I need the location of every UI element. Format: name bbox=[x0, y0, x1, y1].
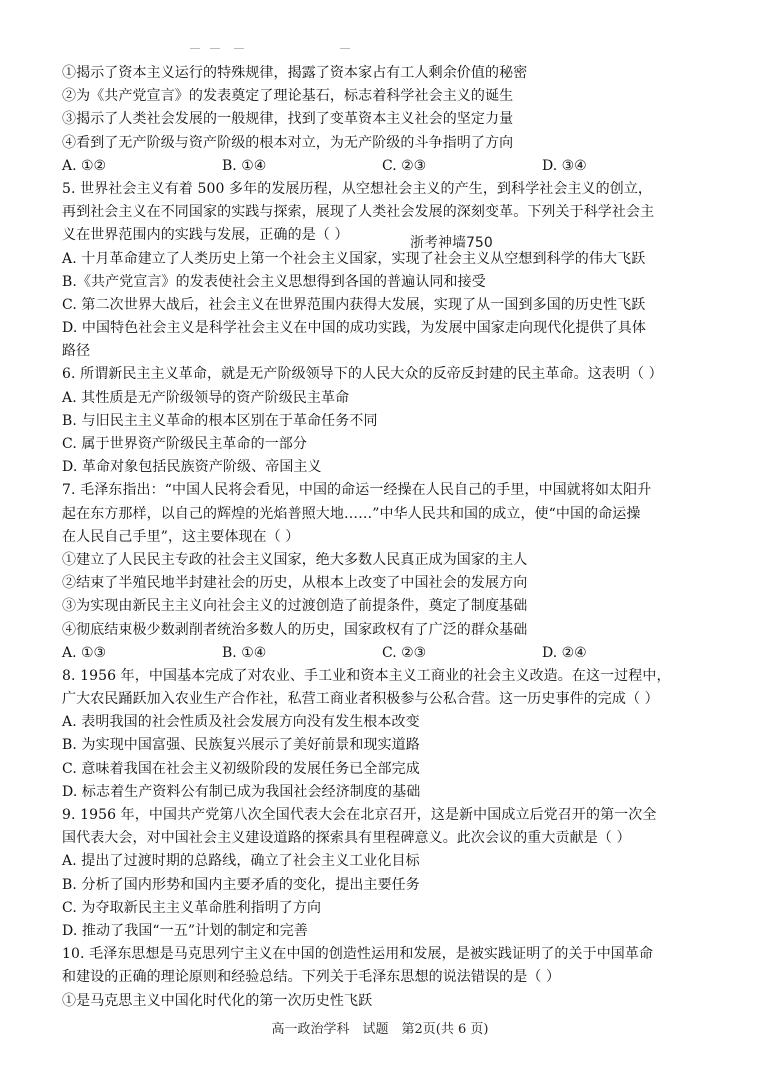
text-line: 再到社会主义在不同国家的实践与探索，展现了人类社会发展的深刻变革。下列关于科学社会主 bbox=[62, 204, 655, 221]
text-line: ①建立了人民民主专政的社会主义国家，绝大多数人民真正成为国家的主人 bbox=[62, 551, 528, 568]
watermark-text: 浙考神墙750 bbox=[410, 235, 493, 251]
text-line: 10. 毛泽东思想是马克思列宁主义在中国的创造性运用和发展，是被实践证明了的关于中国革命 bbox=[62, 946, 654, 963]
text-line: 8. 1956 年，中国基本完成了对农业、手工业和资本主义工商业的社会主义改造。在这一过程中， bbox=[62, 667, 671, 684]
answer-option: B. ①④ bbox=[222, 157, 267, 174]
page-footer: 高一政治学科 试题 第2页(共 6 页) bbox=[271, 1022, 489, 1037]
answer-options-row bbox=[62, 642, 702, 665]
text-line: D. 中国特色社会主义是科学社会主义在中国的成功实践，为发展中国家走向现代化提供了具体 bbox=[62, 320, 646, 337]
question-content bbox=[62, 62, 702, 1013]
text-line: 在人民自己手里”，这主要体现在（ ） bbox=[62, 528, 300, 545]
text-line: D. 革命对象包括民族资产阶级、帝国主义 bbox=[62, 459, 322, 476]
text-line: ④看到了无产阶级与资产阶级的根本对立，为无产阶级的斗争指明了方向 bbox=[62, 134, 514, 151]
answer-options-row bbox=[62, 155, 702, 178]
text-line: 5. 世界社会主义有着 500 多年的发展历程，从空想社会主义的产生，到科学社会主义的创立， bbox=[62, 180, 653, 197]
text-line: 广大农民踊跃加入农业生产合作社，私营工商业者积极参与公私合营。这一历史事件的完成（ ） bbox=[62, 691, 659, 708]
text-line: D. 标志着生产资料公有制已成为我国社会经济制度的基础 bbox=[62, 783, 421, 800]
text-line: C. 为夺取新民主主义革命胜利指明了方向 bbox=[62, 899, 322, 916]
text-line: ①是马克思主义中国化时代化的第一次历史性飞跃 bbox=[62, 992, 373, 1009]
answer-option: C. ②③ bbox=[382, 157, 427, 174]
text-line: 9. 1956 年，中国共产党第八次全国代表大会在北京召开，这是新中国成立后党召开的第一次全 bbox=[62, 807, 657, 823]
text-line: B. 与旧民主主义革命的根本区别在于革命任务不同 bbox=[62, 412, 378, 429]
answer-option: D. ③④ bbox=[542, 157, 587, 174]
text-line: 和建设的正确的理论原则和经验总结。下列关于毛泽东思想的说法错误的是（ ） bbox=[62, 969, 561, 986]
text-line: ②为《共产党宣言》的发表奠定了理论基石，标志着科学社会主义的诞生 bbox=[62, 88, 514, 105]
answer-option: B. ①④ bbox=[222, 644, 267, 661]
text-line: 路径 bbox=[62, 343, 91, 360]
text-line: D. 推动了我国“一五”计划的制定和完善 bbox=[62, 922, 308, 939]
text-line: C. 第二次世界大战后，社会主义在世界范围内获得大发展，实现了从一国到多国的历史性飞跃 bbox=[62, 296, 646, 313]
text-line: ③为实现由新民主主义向社会主义的过渡创造了前提条件，奠定了制度基础 bbox=[62, 598, 528, 615]
answer-option: A. ①③ bbox=[62, 644, 107, 661]
text-line: ②结束了半殖民地半封建社会的历史，从根本上改变了中国社会的发展方向 bbox=[62, 575, 528, 592]
text-line: C. 意味着我国在社会主义初级阶段的发展任务已全部完成 bbox=[62, 760, 420, 777]
answer-option: C. ②③ bbox=[382, 644, 427, 661]
text-line: 起在东方那样，以自己的辉煌的光焰普照大地……”中华人民共和国的成立，使“中国的命运操 bbox=[62, 505, 641, 522]
text-line: A. 十月革命建立了人类历史上第一个社会主义国家，实现了社会主义从空想到科学的伟大飞跃 bbox=[62, 250, 646, 267]
text-line: ③揭示了人类社会发展的一般规律，找到了变革资本主义社会的坚定力量 bbox=[62, 111, 514, 128]
text-line: 7. 毛泽东指出：“中国人民将会看见，中国的命运一经操在人民自己的手里，中国就将如太阳升 bbox=[62, 482, 652, 499]
text-line: C. 属于世界资产阶级民主革命的一部分 bbox=[62, 436, 308, 452]
text-line: 6. 所谓新民主主义革命，就是无产阶级领导下的人民大众的反帝反封建的民主革命。这表明（ ） bbox=[62, 366, 663, 383]
answer-option: D. ②④ bbox=[542, 644, 587, 661]
text-line: B. 分析了国内形势和国内主要矛盾的变化，提出主要任务 bbox=[62, 876, 420, 893]
text-line: A. 提出了过渡时期的总路线，确立了社会主义工业化目标 bbox=[62, 853, 420, 870]
text-line: A. 其性质是无产阶级领导的资产阶级民主革命 bbox=[62, 389, 350, 406]
text-line: ①揭示了资本主义运行的特殊规律，揭露了资本家占有工人剩余价值的秘密 bbox=[62, 65, 528, 81]
text-line: ④彻底结束极少数剥削者统治多数人的历史，国家政权有了广泛的群众基础 bbox=[62, 621, 528, 638]
scan-artifact bbox=[190, 46, 370, 52]
text-line: A. 表明我国的社会性质及社会发展方向没有发生根本改变 bbox=[62, 714, 420, 731]
text-line: B.《共产党宣言》的发表使社会主义思想得到各国的普遍认同和接受 bbox=[62, 273, 486, 290]
text-line: B. 为实现中国富强、民族复兴展示了美好前景和现实道路 bbox=[62, 737, 420, 754]
text-line: 国代表大会，对中国社会主义建设道路的探索具有里程碑意义。此次会议的重大贡献是（ ） bbox=[62, 830, 631, 847]
text-line: 义在世界范围内的实践与发展，正确的是（ ） bbox=[62, 227, 349, 244]
answer-option: A. ①② bbox=[62, 157, 107, 174]
